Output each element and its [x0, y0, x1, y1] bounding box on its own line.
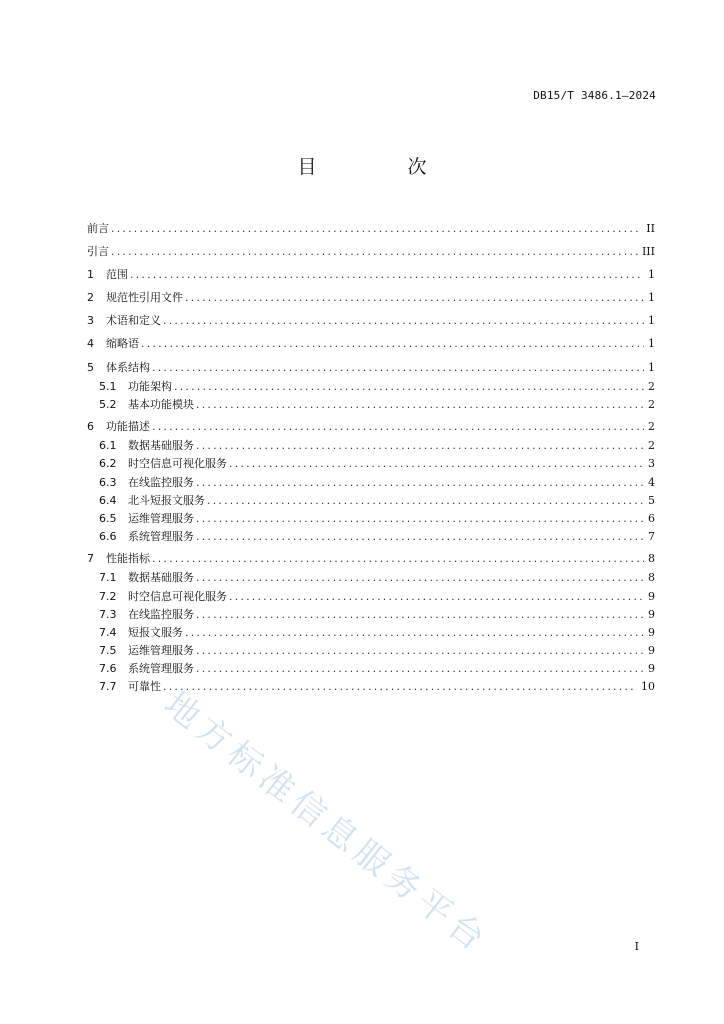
toc-dot-leader	[196, 437, 644, 455]
toc-dot-leader	[196, 569, 644, 587]
toc-entry-title: 系统管理服务	[128, 530, 194, 544]
toc-entry-page: 1	[648, 360, 655, 374]
toc-entry-number: 5.1	[99, 379, 117, 393]
toc-entry[interactable]	[87, 588, 655, 606]
toc-entry[interactable]	[87, 528, 655, 546]
toc-entry-title: 数据基础服务	[128, 571, 194, 585]
toc-entry[interactable]	[87, 286, 655, 309]
toc-entry[interactable]	[87, 309, 655, 332]
toc-entry-page: 2	[648, 379, 655, 393]
toc-entry-title: 系统管理服务	[128, 662, 194, 676]
toc-dot-leader	[196, 660, 644, 678]
toc-entry[interactable]	[87, 606, 655, 624]
toc-entry-title: 功能描述	[106, 420, 150, 434]
toc-dot-leader	[196, 396, 644, 414]
toc-entry-title: 运维管理服务	[128, 644, 194, 658]
toc-entry[interactable]	[87, 492, 655, 510]
toc-entry-number: 6.6	[99, 530, 117, 544]
toc-dot-leader	[196, 642, 644, 660]
toc-dot-leader	[163, 309, 644, 332]
toc-entry-page: 1	[648, 268, 655, 282]
toc-entry-title: 前言	[87, 222, 109, 235]
toc-entry-title: 术语和定义	[106, 314, 161, 328]
toc-entry-number: 7.4	[99, 625, 117, 639]
toc-entry-title: 缩略语	[106, 337, 139, 351]
toc-entry-page: 4	[648, 475, 655, 489]
toc-entry-page: 9	[648, 644, 655, 658]
toc-entry-page: 2	[648, 439, 655, 453]
toc-entry-title: 运维管理服务	[128, 511, 194, 525]
toc-entry-number: 1	[87, 268, 94, 282]
toc-entry[interactable]	[87, 624, 655, 642]
toc-dot-leader	[111, 240, 638, 263]
toc-entry-number: 3	[87, 314, 94, 328]
toc-entry-page: 9	[648, 589, 655, 603]
toc-dot-leader	[130, 263, 644, 286]
toc-entry-number: 7.3	[99, 607, 117, 621]
toc-entry-page: 1	[648, 314, 655, 328]
toc-entry-page: 3	[648, 457, 655, 471]
toc-dot-leader	[141, 332, 644, 355]
toc-entry[interactable]	[87, 217, 655, 240]
watermark: 地方标准信息服务平台	[156, 684, 497, 963]
toc-entry-page: 9	[648, 625, 655, 639]
toc-entry[interactable]	[87, 660, 655, 678]
toc-entry-number: 6.2	[99, 457, 117, 471]
toc-entry-title: 短报文服务	[128, 625, 183, 639]
toc-entry[interactable]	[87, 356, 655, 379]
toc-dot-leader	[207, 492, 644, 510]
page-title: 目 次	[297, 156, 463, 178]
toc-entry-number: 6.1	[99, 439, 117, 453]
toc-entry[interactable]	[87, 569, 655, 587]
page-number: I	[634, 940, 639, 953]
toc-entry[interactable]	[87, 378, 655, 396]
toc-entry[interactable]	[87, 474, 655, 492]
toc-entry-title: 体系结构	[106, 360, 150, 374]
toc-dot-leader	[229, 455, 644, 473]
toc-dot-leader	[152, 547, 644, 570]
toc-entry-title: 规范性引用文件	[106, 291, 183, 305]
toc-dot-leader	[229, 588, 644, 606]
toc-entry-page: 9	[648, 662, 655, 676]
toc-entry-number: 7.7	[99, 680, 117, 694]
toc-entry-page: 1	[648, 337, 655, 351]
toc-entry-title: 范围	[106, 268, 128, 282]
toc-dot-leader	[196, 510, 644, 528]
toc-dot-leader	[111, 217, 642, 240]
document-code: DB15/T 3486.1—2024	[533, 89, 656, 102]
toc-entry[interactable]	[87, 396, 655, 414]
toc-entry[interactable]	[87, 547, 655, 570]
toc-dot-leader	[196, 528, 644, 546]
toc-entry-number: 5.2	[99, 397, 117, 411]
toc-entry-number: 6.3	[99, 475, 117, 489]
toc-entry-page: 6	[648, 511, 655, 525]
toc-entry-page: 5	[648, 493, 655, 507]
toc-entry-page: 1	[648, 291, 655, 305]
toc-entry[interactable]	[87, 240, 655, 263]
toc-entry-page: III	[641, 245, 655, 259]
toc-entry-number: 6	[87, 420, 94, 434]
toc-dot-leader	[152, 415, 644, 438]
toc-entry-number: 6.4	[99, 493, 117, 507]
toc-entry[interactable]	[87, 332, 655, 355]
toc-entry-title: 引言	[87, 245, 109, 259]
toc-entry-number: 5	[87, 360, 94, 374]
toc-entry-page: 7	[648, 530, 655, 544]
toc-entry[interactable]	[87, 455, 655, 473]
table-of-contents	[87, 217, 655, 697]
toc-entry-number: 4	[87, 337, 94, 351]
toc-entry-title: 在线监控服务	[128, 475, 194, 489]
toc-entry-number: 7.6	[99, 662, 117, 676]
toc-entry-title: 时空信息可视化服务	[128, 457, 227, 471]
toc-entry-title: 可靠性	[128, 680, 161, 694]
toc-entry[interactable]	[87, 437, 655, 455]
toc-entry-number: 7.1	[99, 571, 117, 585]
toc-entry[interactable]	[87, 263, 655, 286]
toc-entry-title: 功能架构	[128, 379, 172, 393]
toc-entry-page: 8	[648, 552, 655, 566]
toc-dot-leader	[196, 606, 644, 624]
toc-entry[interactable]	[87, 415, 655, 438]
toc-entry-page: 8	[648, 571, 655, 585]
toc-entry-title: 时空信息可视化服务	[128, 589, 227, 603]
toc-dot-leader	[152, 356, 644, 379]
toc-entry-number: 6.5	[99, 511, 117, 525]
toc-entry-title: 基本功能模块	[128, 397, 194, 411]
toc-dot-leader	[185, 624, 644, 642]
toc-entry-title: 北斗短报文服务	[128, 493, 205, 507]
toc-dot-leader	[196, 474, 644, 492]
toc-dot-leader	[174, 378, 644, 396]
toc-entry-number: 7.5	[99, 644, 117, 658]
toc-entry-title: 在线监控服务	[128, 607, 194, 621]
toc-entry-number: 7	[87, 552, 94, 566]
toc-entry-page: 2	[648, 420, 655, 434]
toc-entry-title: 数据基础服务	[128, 439, 194, 453]
toc-dot-leader	[163, 678, 637, 696]
toc-entry-page: 9	[648, 607, 655, 621]
toc-entry-page: 10	[641, 680, 655, 694]
toc-entry-number: 2	[87, 291, 94, 305]
toc-entry-page: II	[646, 222, 655, 235]
toc-entry-title: 性能指标	[106, 552, 150, 566]
toc-dot-leader	[185, 286, 644, 309]
toc-entry-number: 7.2	[99, 589, 117, 603]
toc-entry[interactable]	[87, 510, 655, 528]
toc-entry-page: 2	[648, 397, 655, 411]
toc-entry[interactable]	[87, 642, 655, 660]
